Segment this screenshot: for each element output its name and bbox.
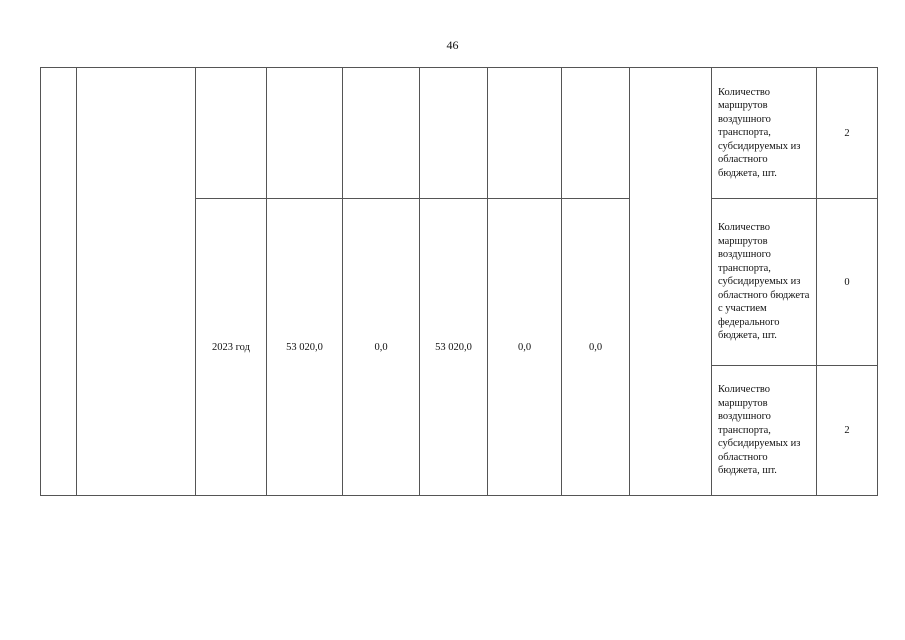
federal-cell: 0,0: [343, 199, 420, 496]
indicator-cell: Количество маршрутов воздушного транспорта, субсидируемых из областного бюджета, шт.: [712, 366, 817, 496]
regional-cell: [420, 68, 488, 199]
indicator-cell: Количество маршрутов воздушного транспорта, субсидируемых из областного бюджета с участием федерального бюджета, шт.: [712, 199, 817, 366]
indicator-value-cell: 0: [817, 199, 878, 366]
year-cell: [196, 68, 267, 199]
total-cell: 53 020,0: [267, 199, 343, 496]
other-cell: [562, 68, 630, 199]
local-cell: [488, 68, 562, 199]
indicator-value-cell: 2: [817, 68, 878, 199]
federal-cell: [343, 68, 420, 199]
number-cell: [41, 68, 77, 496]
event-name-cell: [77, 68, 196, 496]
executor-cell: [630, 68, 712, 496]
indicator-value-cell: 2: [817, 366, 878, 496]
year-cell: 2023 год: [196, 199, 267, 496]
page-number: 46: [446, 38, 459, 52]
other-cell: 0,0: [562, 199, 630, 496]
indicator-cell: Количество маршрутов воздушного транспорта, субсидируемых из областного бюджета, шт.: [712, 68, 817, 199]
regional-cell: 53 020,0: [420, 199, 488, 496]
local-cell: 0,0: [488, 199, 562, 496]
data-table: [40, 67, 878, 496]
total-cell: [267, 68, 343, 199]
table-row: [41, 68, 878, 199]
